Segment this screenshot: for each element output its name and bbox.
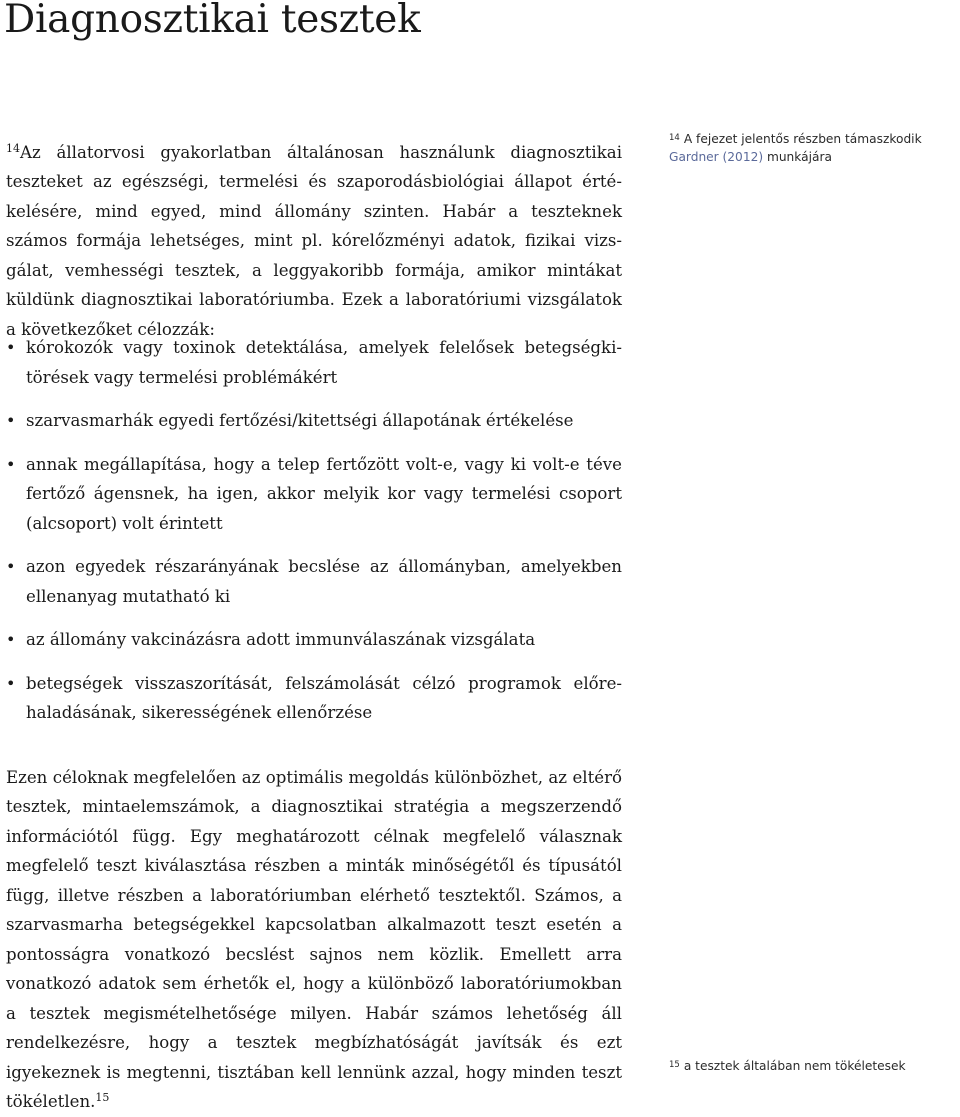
list-item [6,450,622,539]
list-item-text: az állomány vakcinázásra adott immunválaszának vizsgálata [26,630,536,649]
bullet-icon: • [6,673,16,693]
bullet-icon: • [6,411,16,430]
bullet-icon: • [6,454,16,474]
goals-list [6,333,622,742]
bullet-icon: • [6,630,16,649]
margin-note-number: 15 [669,1060,680,1070]
outro-paragraph [6,763,622,1117]
outro-text: Ezen céloknak megfelelően az optimális megoldás különbözhet, az eltérő tesztek, mintaelemszámok, a diagnosztikai stratégia a megszerzendő információtól függ. Egy meghatározott célnak megfelelő válasznak megfelelő teszt kiválasztása részben a minták minőségétől és típusától függ, illetve részben a laboratóriumban elérhető tesztektől. Számos, a szarvasmarha betegségekkel kapcsolatban alkalmazott teszt esetén a pontosságra vonatkozó becslést sajnos nem közlik. Emellett arra vonatkozó adatok sem érhetők el, hogy a különböző laboratóriumokban a tesztek megismételhetősége milyen. Habár számos lehetőség áll rendelkezésre, hogy a tesztek megbízhatóságát javítsák és ezt igyekeznek is megtenni, tisztában kell lennünk azzal, hogy minden teszt tökéletlen. [6,767,622,1112]
margin-note-14 [669,130,959,166]
list-item [6,552,622,611]
page-title: Diagnosztikai tesztek [4,0,421,42]
list-item-text: annak megállapítása, hogy a telep fertőzött volt-e, vagy ki volt-e téve fertőző ágensnek, ha igen, akkor melyik kor vagy termelési csoport (alcsoport) volt érintett [26,454,622,533]
list-item-text: azon egyedek részarányának becslése az állományban, amelyekben ellenanyag mutatható ki [26,557,622,606]
footnote-mark-15[interactable]: 15 [95,1091,110,1105]
margin-note-text: A fejezet jelentős részben támaszkodik [683,132,922,146]
list-item [6,669,622,728]
margin-note-15 [669,1057,959,1075]
list-item-text: szarvasmarhák egyedi fertőzési/kitettségi állapotának értékelése [26,411,574,430]
list-item [6,333,622,392]
list-item-text: kórokozók vagy toxinok detektálása, amelyek felelősek betegségkitörések vagy termelési problémákért [26,338,622,387]
margin-note-text-end: munkájára [766,150,832,164]
list-item [6,406,622,436]
intro-text: Az állatorvosi gyakorlatban általánosan használunk diagnosztikai teszteket az egészségi, termelési és szaporodásbiológiai állapot értékelésére, mind egyed, mind állomány szinten. Habár a teszteknek számos formája lehetséges, mint pl. kórelőzményi adatok, fizikai vizsgálat, vemhességi tesztek, a leggyakoribb formája, amikor mintákat küldünk diagnosztikai laboratóriumba. Ezek a laboratóriumi vizsgálatok a következőket célozzák: [6,142,622,339]
bullet-icon: • [6,557,16,576]
margin-note-number: 14 [669,133,680,143]
list-item [6,625,622,655]
footnote-mark-14[interactable]: 14 [6,141,20,155]
citation-link[interactable]: Gardner (2012) [669,150,764,164]
margin-note-text: a tesztek általában nem tökéletesek [683,1059,906,1073]
intro-paragraph [6,138,622,345]
bullet-icon: • [6,338,16,357]
list-item-text: betegségek visszaszorítását, felszámolását célzó programok előrehaladásának, sikerességének ellenőrzése [26,673,622,722]
